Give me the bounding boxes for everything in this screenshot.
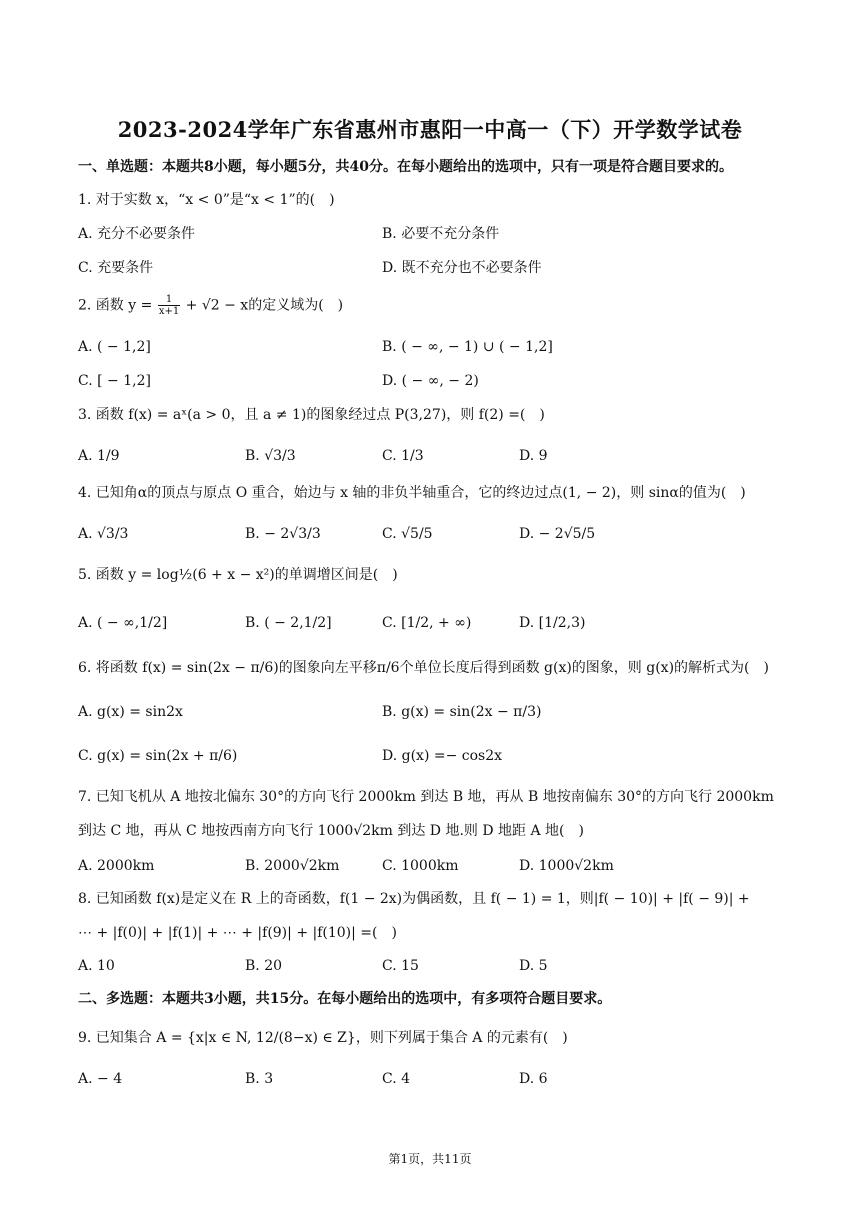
q6-option-c: C. g(x) = sin(2x + π/6): [78, 748, 238, 764]
q8-option-a: A. 10: [78, 958, 115, 974]
question-2: [78, 294, 343, 317]
q3-option-c: C. 1/3: [382, 448, 424, 464]
page-footer: 第1页，共11页: [388, 1152, 472, 1166]
q1-option-a: A. 充分不必要条件: [78, 226, 196, 242]
q1-option-b: B. 必要不充分条件: [382, 226, 500, 242]
q7-option-d: D. 1000√2km: [519, 858, 614, 874]
question-8-line-2: ⋯ + |f(0)| + |f(1)| + ⋯ + |f(9)| + |f(10)| =( ): [78, 925, 397, 941]
question-3: 3. 函数 f(x) = aˣ(a > 0，且 a ≠ 1)的图象经过点 P(3,27)，则 f(2) =( ): [78, 407, 545, 423]
q2-numerator: 1: [158, 294, 180, 306]
q4-option-b: B. − 2√3/3: [245, 526, 321, 542]
q2-option-d: D. ( − ∞, − 2): [382, 373, 479, 389]
question-6: 6. 将函数 f(x) = sin(2x − π/6)的图象向左平移π/6个单位长度后得到函数 g(x)的图象，则 g(x)的解析式为( ): [78, 660, 769, 676]
page-title: 2023-2024学年广东省惠州市惠阳一中高一（下）开学数学试卷: [117, 117, 743, 142]
q8-option-d: D. 5: [519, 958, 548, 974]
q5-option-b: B. ( − 2,1/2]: [245, 615, 332, 631]
section-multiple-choice-heading: 二、多选题：本题共3小题，共15分。在每小题给出的选项中，有多项符合题目要求。: [78, 991, 612, 1007]
q5-option-d: D. [1/2,3): [519, 615, 586, 631]
q1-option-c: C. 充要条件: [78, 260, 154, 276]
q3-option-d: D. 9: [519, 448, 548, 464]
section-single-choice-heading: 一、单选题：本题共8小题，每小题5分，共40分。在每小题给出的选项中，只有一项是符合题目要求的。: [78, 159, 733, 175]
question-9: 9. 已知集合 A = {x|x ∈ N, 12/(8−x) ∈ Z}，则下列属于集合 A 的元素有( ): [78, 1030, 568, 1046]
q4-option-c: C. √5/5: [382, 526, 433, 542]
q2-suffix: + √2 − x的定义域为( ): [185, 297, 344, 314]
q8-option-c: C. 15: [382, 958, 419, 974]
q3-option-b: B. √3/3: [245, 448, 296, 464]
q2-option-a: A. ( − 1,2]: [78, 339, 151, 355]
question-7-line-2: 到达 C 地，再从 C 地按西南方向飞行 1000√2km 到达 D 地.则 D 地距 A 地( ): [78, 823, 584, 839]
q6-option-d: D. g(x) =− cos2x: [382, 748, 503, 764]
q4-option-d: D. − 2√5/5: [519, 526, 596, 542]
q2-fraction: [158, 294, 180, 317]
q9-option-b: B. 3: [245, 1071, 274, 1087]
question-5: 5. 函数 y = log½(6 + x − x²)的单调增区间是( ): [78, 567, 398, 583]
q2-option-c: C. [ − 1,2]: [78, 373, 151, 389]
q9-option-d: D. 6: [519, 1071, 548, 1087]
question-4: 4. 已知角α的顶点与原点 O 重合，始边与 x 轴的非负半轴重合，它的终边过点(1, − 2)，则 sinα的值为( ): [78, 485, 746, 501]
q9-option-c: C. 4: [382, 1071, 411, 1087]
q2-option-b: B. ( − ∞, − 1) ∪ ( − 1,2]: [382, 339, 553, 355]
q7-option-a: A. 2000km: [78, 858, 155, 874]
q6-option-a: A. g(x) = sin2x: [78, 704, 183, 720]
question-8-line-1: 8. 已知函数 f(x)是定义在 R 上的奇函数，f(1 − 2x)为偶函数，且 f( − 1) = 1，则|f( − 10)| + |f( − 9)| +: [78, 891, 750, 907]
q7-option-b: B. 2000√2km: [245, 858, 340, 874]
q1-option-d: D. 既不充分也不必要条件: [382, 260, 542, 276]
q3-option-a: A. 1/9: [78, 448, 120, 464]
q9-option-a: A. − 4: [78, 1071, 123, 1087]
q5-option-a: A. ( − ∞,1/2]: [78, 615, 168, 631]
q7-option-c: C. 1000km: [382, 858, 459, 874]
q2-prefix: 2. 函数 y =: [78, 297, 153, 314]
q5-option-c: C. [1/2, + ∞): [382, 615, 472, 631]
q4-option-a: A. √3/3: [78, 526, 129, 542]
question-1: 1. 对于实数 x，“x < 0”是“x < 1”的( ): [78, 192, 335, 208]
q2-denominator: x+1: [158, 306, 180, 317]
question-7-line-1: 7. 已知飞机从 A 地按北偏东 30°的方向飞行 2000km 到达 B 地，再从 B 地按南偏东 30°的方向飞行 2000km: [78, 789, 774, 805]
q6-option-b: B. g(x) = sin(2x − π/3): [382, 704, 542, 720]
q8-option-b: B. 20: [245, 958, 283, 974]
